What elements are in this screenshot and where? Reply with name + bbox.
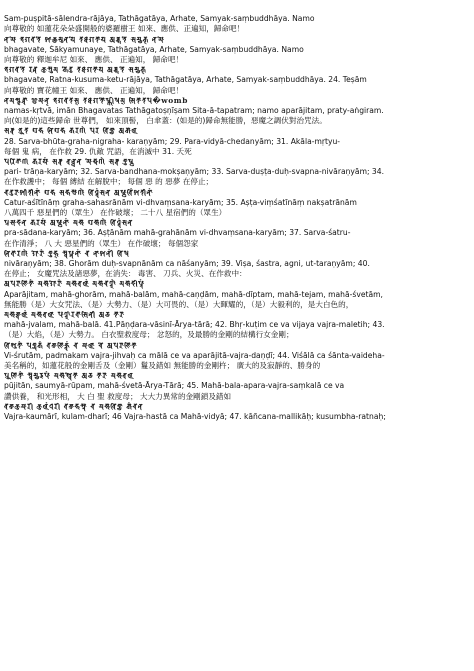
verse-block-4 <box>4 96 470 127</box>
verse-block-8 <box>4 218 470 249</box>
verse-block-9 <box>4 249 470 280</box>
siddham-line: 𑖢𑖿𑖨𑖭𑖯𑖟𑖡 𑖎𑖨𑖧𑖯𑖽 𑖀𑖬𑖿𑖘𑖯𑖡𑖯𑖽 𑖦𑖮𑖯 𑖐𑖿𑖨𑖮𑖯𑖜𑖯𑖽 𑖪𑖰𑖠𑖿𑖪𑖽𑖭𑖡 <box>4 218 133 228</box>
siddham-line <box>4 4 470 14</box>
verse-block-1 <box>4 4 470 35</box>
chinese-line: 在作救護中； 每個 縛結 在解脫中； 每個 惡 的 惡夢 在停止； <box>4 177 214 187</box>
verse-block-2 <box>4 35 470 66</box>
chinese-line: 每個 鬼 病， 在作救 29. 仇敵 咒語，在消滅中 31. 夭死 <box>4 146 192 156</box>
romanized-line: bhagavate, Ratna-kusuma-ketu-rājāya, Tathāgatāya, Arhate, Samyak-saṃbuddhāya. 24. Teṣām <box>4 75 367 85</box>
romanized-line: nivāraṇyām; 38. Ghorām duḥ-svapnānām ca nāśanyām; 39. Viṣa, śastra, agni, ut-taraṇyām; 40. <box>4 258 370 268</box>
siddham-line: 𑖪𑖕𑖿𑖨𑖎𑖲𑖦𑖯𑖨𑖱 𑖎𑖲𑖩𑖽𑖠𑖨𑖱 𑖪𑖕𑖿𑖨𑖮𑖭𑖿𑖝𑖯 𑖓 𑖦𑖮𑖯𑖪𑖰𑖟𑖿𑖧𑖯 𑖎𑖯𑖽𑖓𑖡 <box>4 401 144 411</box>
verse-block-7 <box>4 188 470 219</box>
siddham-line: 𑖥𑖐𑖪𑖝𑖸 𑖨𑖝𑖿𑖡 𑖎𑖲𑖭𑖲𑖦 𑖎𑖸𑖝𑖲 𑖝𑖞𑖯𑖐𑖝𑖯𑖧 𑖀𑖨𑖿𑖮𑖝𑖸 𑖭𑖦𑖿𑖧𑖎𑖿 <box>4 65 147 75</box>
romanized-line: pari- trāṇa-karyām; 32. Sarva-bandhana-mokṣaṇyām; 33. Sarva-duṣṭa-duḥ-svapna-nivāraṇyām; 34. <box>4 167 385 177</box>
romanized-line: pra-sādana-karyām; 36. Aṣṭānām mahā-grahānām vi-dhvaṃsana-karyām; 37. Sarva-śatru- <box>4 228 351 238</box>
siddham-line: 𑖓𑖝𑖲𑖨𑖯𑖫𑖱𑖝𑖱𑖡𑖯𑖽 𑖐𑖿𑖨𑖮 𑖭𑖮𑖭𑖿𑖨𑖯𑖜𑖯𑖽 𑖪𑖰𑖠𑖿𑖪𑖽𑖭𑖡 𑖀𑖬𑖿𑖘𑖯𑖪𑖰𑖽𑖫𑖝𑖱𑖡𑖯𑖽 <box>4 187 154 197</box>
romanized-line: namas-kṛtvā, imān Bhagavatas Tathāgatoṣṇīṣam Sita-ā-tapatram; namo aparājitam, praty-aṅgiram. <box>4 105 384 115</box>
verse-block-3 <box>4 65 470 96</box>
siddham-line: 𑖡𑖦𑖺 𑖥𑖐𑖪𑖝𑖸 𑖫𑖯𑖎𑖿𑖧𑖦𑖲𑖡𑖧𑖸 𑖝𑖞𑖯𑖐𑖝𑖯𑖧 𑖀𑖨𑖿𑖮𑖝𑖸 𑖭𑖦𑖿𑖧𑖎𑖿 𑖡𑖦𑖺 <box>4 34 165 44</box>
siddham-line: 𑖡𑖰𑖪𑖯𑖨𑖜𑖯𑖽 𑖐𑖺𑖨𑖯𑖽 𑖟𑖲𑖮𑖿 𑖭𑖿𑖪𑖢𑖿𑖡𑖯𑖡𑖯𑖽 𑖓 𑖡𑖯𑖫𑖡𑖱𑖽 𑖪𑖰𑖬 <box>4 248 130 258</box>
romanized-line: bhagavate, Śākyamunaye, Tathāgatāya, Arhate, Samyak-saṃbuddhāya. Namo <box>4 44 304 54</box>
verse-block-5 <box>4 126 470 157</box>
verse-block-11 <box>4 310 470 341</box>
chinese-line: 在停止； 女魔咒法及諸惡夢，在消失： 毒害、 刀兵、火災、在作救中： <box>4 269 247 279</box>
romanized-line: Sam-puṣpitā-sālendra-rājāya, Tathāgatāya, Arhate, Samyak-saṃbuddhāya. Namo <box>4 14 315 24</box>
romanized-line: 28. Sarva-bhūta-graha-nigraha- karaṇyām; 29. Para-vidyā-chedanyām; 31. Akāla-mṛtyu- <box>4 136 341 146</box>
siddham-line: 𑖢𑖨𑖰𑖝𑖿𑖨𑖯𑖜 𑖎𑖨𑖧𑖯𑖽 𑖭𑖨𑖿𑖪 𑖤𑖡𑖿𑖠𑖡 𑖦𑖺𑖎𑖿𑖬𑖜𑖽 𑖭𑖨𑖿𑖪 𑖟𑖲𑖬𑖿𑖘 <box>4 156 135 166</box>
siddham-line: 𑖪𑖰𑖫𑖿𑖨𑖲𑖝𑖯𑖽 𑖢𑖟𑖿𑖦𑖎𑖽 𑖪𑖕𑖿𑖨𑖕𑖰𑖮𑖿𑖪𑖽 𑖓 𑖦𑖯𑖩𑖯 𑖓𑖸 𑖀𑖢𑖨𑖯𑖕𑖰𑖝𑖯 <box>4 340 138 350</box>
chinese-line: 向尊敬的 寶花幢王 如來、 應供、 正遍知， 歸命吧！ <box>4 85 184 95</box>
chinese-line: 讚供養， 和光形相， 大 白 聖 救度母； 大大力異常的金剛鎖及錯如 <box>4 391 232 401</box>
verse-block-10 <box>4 279 470 310</box>
verse-block-13 <box>4 371 470 402</box>
romanized-line: mahā-jvalam, mahā-balā. 41.Pāṇḍara-vāsinī-Ārya-tārā; 42. Bhṛ-kuṭim ce va vijaya vajra-maletih; 43. <box>4 320 385 330</box>
chinese-line: 向(如是的)這些歸命 世尊們， 如來頂髻， 白傘蓋：(如是的)歸命無能勝，惡魔之調伏對治咒法。 <box>4 116 327 126</box>
romanized-line: pūjitān, saumyā-rūpam, mahā-śvetā-Ārya-Tārā; 45. Mahā-bala-apara-vajra-saṃkalā ce va <box>4 381 345 391</box>
siddham-line: 𑖭𑖨𑖿𑖪 𑖥𑖳𑖝 𑖐𑖿𑖨𑖮 𑖡𑖰𑖐𑖿𑖨𑖮 𑖎𑖨𑖜𑖽 𑖢𑖨 𑖪𑖰𑖟𑖿𑖧𑖯 𑖀𑖎𑖯𑖩 <box>4 126 138 136</box>
chinese-line: 向尊敬的 釋迦牟尼 如來、 應供、 正遍知， 歸命吧！ <box>4 54 184 64</box>
verse-block-14 <box>4 402 470 433</box>
siddham-line: 𑖦𑖮𑖯𑖕𑖿𑖪𑖩𑖯𑖽 𑖦𑖮𑖯𑖤𑖩𑖯 𑖢𑖯𑖜𑖿𑖚𑖨𑖪𑖯𑖭𑖰𑖡𑖱 𑖀𑖨𑖿𑖧 𑖝𑖯𑖨𑖯 <box>4 309 125 319</box>
romanized-line: Vi-śrutām, padmakam vajra-jihvaḥ ca mālā ce va aparājitā-vajra-daṇḍī; 44. Viśālā ca śānta-vaideha- <box>4 350 385 360</box>
chinese-line: 八萬四千 惡星們的（眾生） 在作破壞； 二十八 星宿們的（眾生） <box>4 207 227 217</box>
chinese-line: 向尊敬的 如蓮花朵朵盛開般的婆羅樹王 如來、應供、正遍知，歸命吧！ <box>4 24 245 34</box>
chinese-line: 在作清淨； 八 大 惡星們的（眾生） 在作破壞； 每個怨家 <box>4 238 199 248</box>
romanized-line: Vajra-kaumārī, kulam-dharī; 46 Vajra-hastā ca Mahā-vidyā; 47. kāñcana-mallikāḥ; kusumbha-ratnaḥ; <box>4 411 386 421</box>
romanized-line: Aparājitam, mahā-ghorām, mahā-balām, mahā-caṇḍām, mahā-dīptam, mahā-tejam, mahā-śvetām, <box>4 289 383 299</box>
siddham-line: 𑖡𑖦𑖭𑖿𑖎𑖴𑖝𑖿𑖪𑖯 𑖂𑖦𑖯𑖡𑖿 𑖥𑖐𑖪𑖝𑖭𑖿 𑖝𑖞𑖯𑖐𑖝𑖺𑖬𑖿𑖜𑖱𑖬𑖦𑖿 𑖭𑖰𑖝𑖯𑖝𑖢�womb <box>4 95 188 105</box>
verse-block-12 <box>4 341 470 372</box>
chinese-line: （是）大焰，（是）大勢力。 白衣聖救度母； 忿怒的，及最勝的金剛的結構行女金剛； <box>4 330 294 340</box>
chinese-line <box>4 422 470 432</box>
chinese-line: 美名稱的，如蓮花般的金剛舌及（金剛）鬘及錯如 無能勝的金剛杵； 廣大的及寂靜的、勝身的 <box>4 360 321 370</box>
siddham-line: 𑖀𑖢𑖨𑖯𑖕𑖰𑖝𑖯𑖽 𑖦𑖮𑖯𑖐𑖺𑖨𑖯𑖽 𑖦𑖮𑖯𑖤𑖩𑖯𑖽 𑖦𑖮𑖯𑖓𑖜𑖿𑖚𑖯𑖽 𑖦𑖮𑖯𑖟𑖱𑖢𑖿𑖝𑖯𑖽 <box>4 279 145 289</box>
siddham-line: 𑖢𑖳𑖕𑖰𑖝𑖯𑖽 𑖭𑖿𑖪𑖦𑖿𑖧𑖨𑖳𑖢𑖯𑖽 𑖦𑖮𑖯𑖫𑖿𑖪𑖸𑖝𑖯 𑖀𑖨𑖿𑖧 𑖝𑖯𑖨𑖯 𑖦𑖮𑖯𑖤𑖩 <box>4 371 134 381</box>
verse-block-6 <box>4 157 470 188</box>
chinese-line: 無能勝（是）大女咒法、（是）大勢力、（是）大可畏的、（是）大暉耀的，（是）大毅利的，是大白色的， <box>4 299 354 309</box>
romanized-line: Catur-aśītīnāṃ graha-sahasrānām vi-dhvaṃsana-karyām; 35. Aṣṭa-viṃśatīnāṃ nakṣatrānām <box>4 197 357 207</box>
